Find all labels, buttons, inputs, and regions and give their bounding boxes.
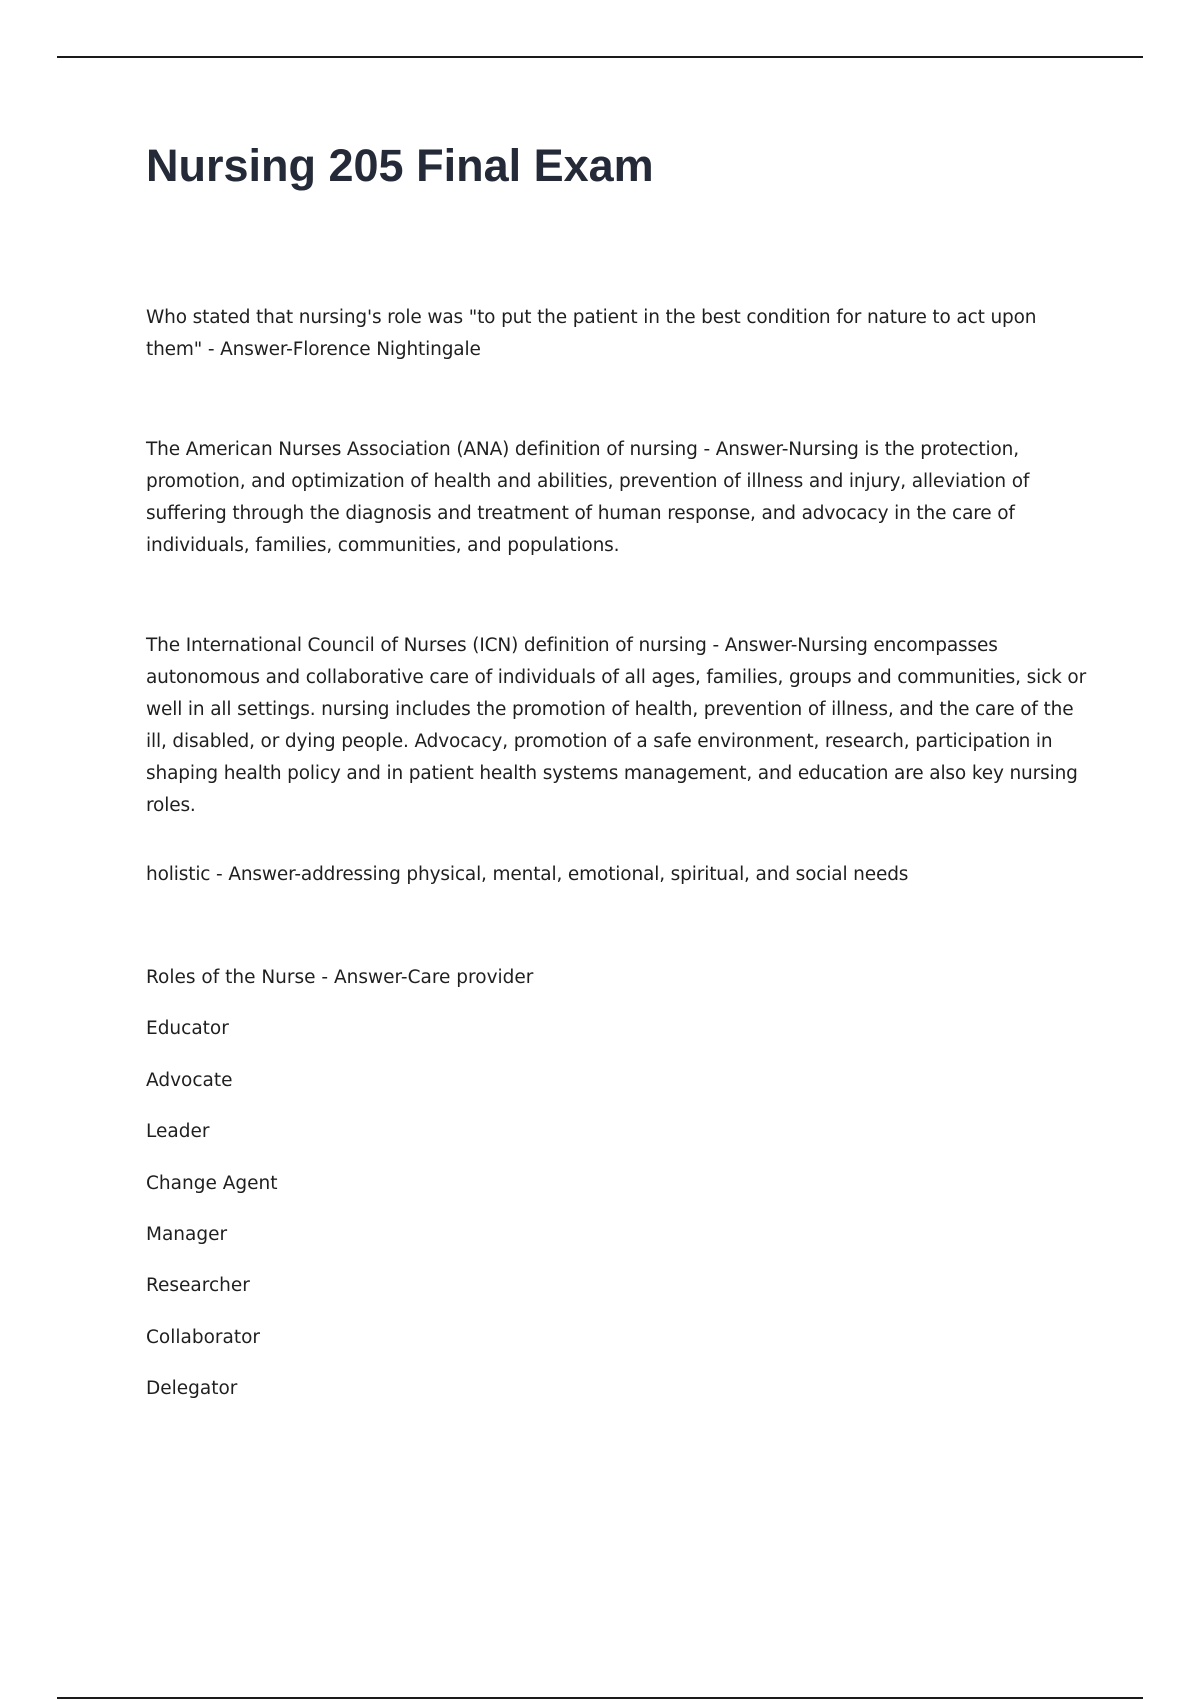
qa-item-icn-definition: The International Council of Nurses (ICN) definition of nursing - Answer-Nursing encompasses autonomous and collaborative care of individuals of all ages, families, groups and communities, sick or well in all settings. nursing includes the promotion of health, prevention of illness, and the care of the ill, disabled, or dying people. Advocacy, promotion of a safe environment, research, participation in shaping health policy and in patient health systems management, and education are also key nursing roles. — [146, 635, 1087, 816]
role-item: Change Agent — [146, 1173, 278, 1194]
role-item: Collaborator — [146, 1327, 261, 1348]
qa-item-ana-definition: The American Nurses Association (ANA) definition of nursing - Answer-Nursing is the protection, promotion, and optimization of health and abilities, prevention of illness and injury, alleviation of suffering through the diagnosis and treatment of human response, and advocacy in the care of individuals, families, communities, and populations. — [146, 439, 1030, 556]
role-item: Leader — [146, 1121, 210, 1142]
role-item: Manager — [146, 1224, 228, 1245]
page-title: Nursing 205 Final Exam — [146, 140, 654, 191]
qa-item-nightingale: Who stated that nursing's role was "to put the patient in the best condition for nature to act upon them" - Answer-Florence Nightingale — [146, 307, 1037, 360]
role-item: Delegator — [146, 1378, 238, 1399]
bottom-divider — [57, 1697, 1143, 1699]
role-item: Advocate — [146, 1070, 233, 1091]
role-item: Researcher — [146, 1275, 250, 1296]
roles-header: Roles of the Nurse - Answer-Care provider — [146, 967, 534, 988]
top-divider — [57, 56, 1143, 58]
role-item: Educator — [146, 1018, 229, 1039]
qa-item-holistic: holistic - Answer-addressing physical, mental, emotional, spiritual, and social needs — [146, 864, 909, 885]
